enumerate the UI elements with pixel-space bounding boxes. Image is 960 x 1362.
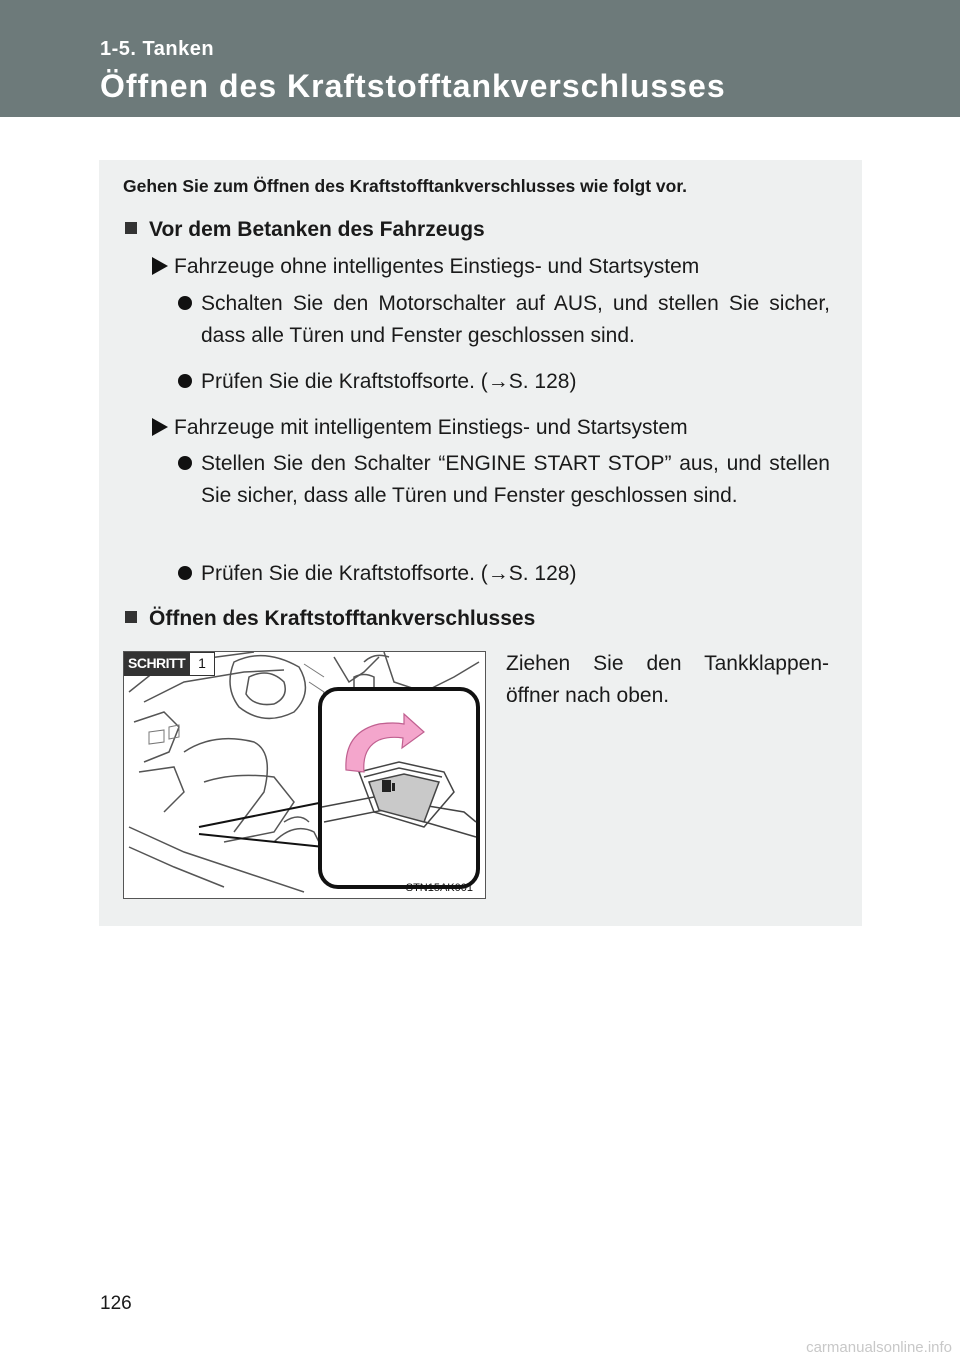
- list-item: [178, 448, 830, 512]
- section-label: 1-5. Tanken: [100, 38, 215, 60]
- list-item: [178, 558, 830, 590]
- heading-before-refuel-label: Vor dem Betanken des Fahrzeugs: [149, 218, 485, 241]
- step-instruction: Ziehen Sie den Tankklappen-öffner nach oben.: [506, 652, 829, 707]
- step-badge-number: 1: [189, 652, 215, 676]
- bullet-dot-icon: [178, 296, 192, 310]
- list-item: [178, 288, 830, 352]
- subheading-without-smart-key-label: Fahrzeuge ohne intelligentes Einstiegs- und Startsystem: [174, 255, 700, 278]
- page-title: Öffnen des Kraftstofftankverschlusses: [100, 68, 726, 104]
- triangle-arrow-icon: [152, 418, 168, 436]
- intro-text: Gehen Sie zum Öffnen des Kraftstofftankverschlusses wie folgt vor.: [123, 176, 688, 196]
- illustration-fuel-door-opener: [123, 651, 486, 899]
- list-item-text: Schalten Sie den Motorschalter auf AUS, und stellen Sie sicher, dass alle Türen und Fenster geschlossen sind.: [201, 292, 830, 347]
- page-number: 126: [100, 1293, 132, 1314]
- step-badge: [124, 652, 215, 676]
- list-item: [178, 366, 830, 398]
- bullet-dot-icon: [178, 566, 192, 580]
- list-item-text: Prüfen Sie die Kraftstoffsorte. (→S. 128): [201, 562, 577, 585]
- heading-open-cap-label: Öffnen des Kraftstofftankverschlusses: [149, 607, 536, 630]
- subheading-with-smart-key-label: Fahrzeuge mit intelligentem Einstiegs- und Startsystem: [174, 416, 688, 439]
- square-bullet-icon: [125, 611, 137, 623]
- bullet-dot-icon: [178, 374, 192, 388]
- bullet-dot-icon: [178, 456, 192, 470]
- heading-before-refuel: [125, 218, 485, 242]
- figure-code: STN15AK001: [405, 882, 473, 894]
- chapter-header: [0, 0, 960, 117]
- car-interior-illustration: [124, 652, 486, 899]
- subheading-with-smart-key: [152, 416, 688, 440]
- step-badge-label: SCHRITT: [124, 652, 189, 676]
- square-bullet-icon: [125, 222, 137, 234]
- subheading-without-smart-key: [152, 255, 699, 279]
- heading-open-cap: [125, 607, 535, 631]
- list-item-text: Stellen Sie den Schalter “ENGINE START STOP” aus, und stellen Sie sicher, dass alle Türen und Fenster geschlossen sind.: [201, 452, 830, 507]
- triangle-arrow-icon: [152, 257, 168, 275]
- watermark-text: carmanualsonline.info: [806, 1339, 952, 1356]
- list-item-text: Prüfen Sie die Kraftstoffsorte. (→S. 128): [201, 370, 577, 393]
